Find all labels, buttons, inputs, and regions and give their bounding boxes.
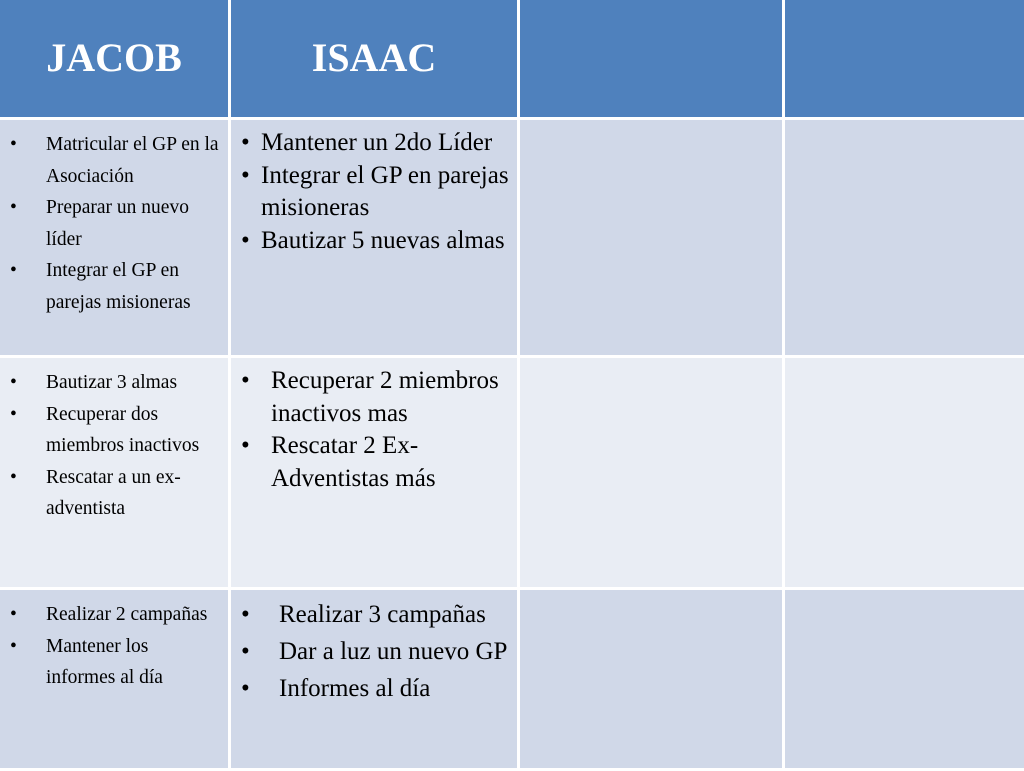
jacob-cell (0, 590, 228, 768)
empty-cell (785, 120, 1024, 355)
table-row (0, 590, 1024, 768)
list-item: • Matricular el GP en la Asociación (10, 129, 222, 192)
bullet-icon: • (241, 129, 250, 156)
bullet-icon: • (10, 260, 17, 281)
bullet-icon: • (10, 466, 17, 488)
list-item: • Integrar el GP en parejas misioneras (241, 161, 509, 221)
header-jacob: JACOB (0, 0, 228, 117)
list-item: • Integrar el GP en parejas misioneras (10, 255, 222, 318)
list-item: • Recuperar 2 miembros inactivos mas (241, 367, 499, 427)
bullet-icon: • (241, 367, 250, 394)
bullet-icon: • (241, 638, 250, 665)
header-empty-3 (520, 0, 782, 117)
empty-cell (785, 358, 1024, 587)
bullet-icon: • (10, 134, 17, 155)
bullet-icon: • (241, 432, 250, 459)
isaac-cell (231, 590, 517, 768)
bullet-icon: • (241, 601, 250, 628)
header-row (0, 0, 1024, 117)
bullet-icon: • (241, 675, 250, 702)
header-isaac: ISAAC (231, 0, 517, 117)
empty-cell (520, 120, 782, 355)
list-item: • Recuperar dos miembros inactivos (10, 399, 222, 462)
list-item: • Rescatar a un ex-adventista (10, 462, 222, 525)
list-item: • Realizar 3 campañas (241, 596, 511, 633)
header-empty-4 (785, 0, 1024, 117)
bullet-icon: • (10, 197, 17, 218)
table-row (0, 358, 1024, 587)
list-item: • Bautizar 3 almas (10, 367, 222, 399)
bullet-icon: • (241, 226, 250, 254)
list-item: • Mantener los informes al día (10, 631, 222, 694)
empty-cell (785, 590, 1024, 768)
bullet-icon: • (10, 604, 17, 625)
isaac-cell (231, 120, 517, 355)
isaac-cell (231, 358, 517, 587)
bullet-icon: • (10, 372, 17, 393)
jacob-cell (0, 120, 228, 355)
list-item: • Mantener un 2do Líder (241, 127, 511, 160)
list-item: • Bautizar 5 nuevas almas (241, 225, 511, 258)
empty-cell (520, 358, 782, 587)
empty-cell (520, 590, 782, 768)
bullet-icon: • (10, 403, 17, 425)
list-item: • Rescatar 2 Ex-Adventistas más (241, 432, 436, 492)
bullet-icon: • (241, 161, 250, 189)
list-item: • Preparar un nuevo líder (10, 192, 222, 255)
list-item: • Dar a luz un nuevo GP (241, 633, 511, 670)
list-item: • Informes al día (241, 670, 511, 707)
list-item: • Realizar 2 campañas (10, 599, 222, 631)
jacob-cell (0, 358, 228, 587)
bullet-icon: • (10, 635, 17, 657)
table-row (0, 120, 1024, 355)
